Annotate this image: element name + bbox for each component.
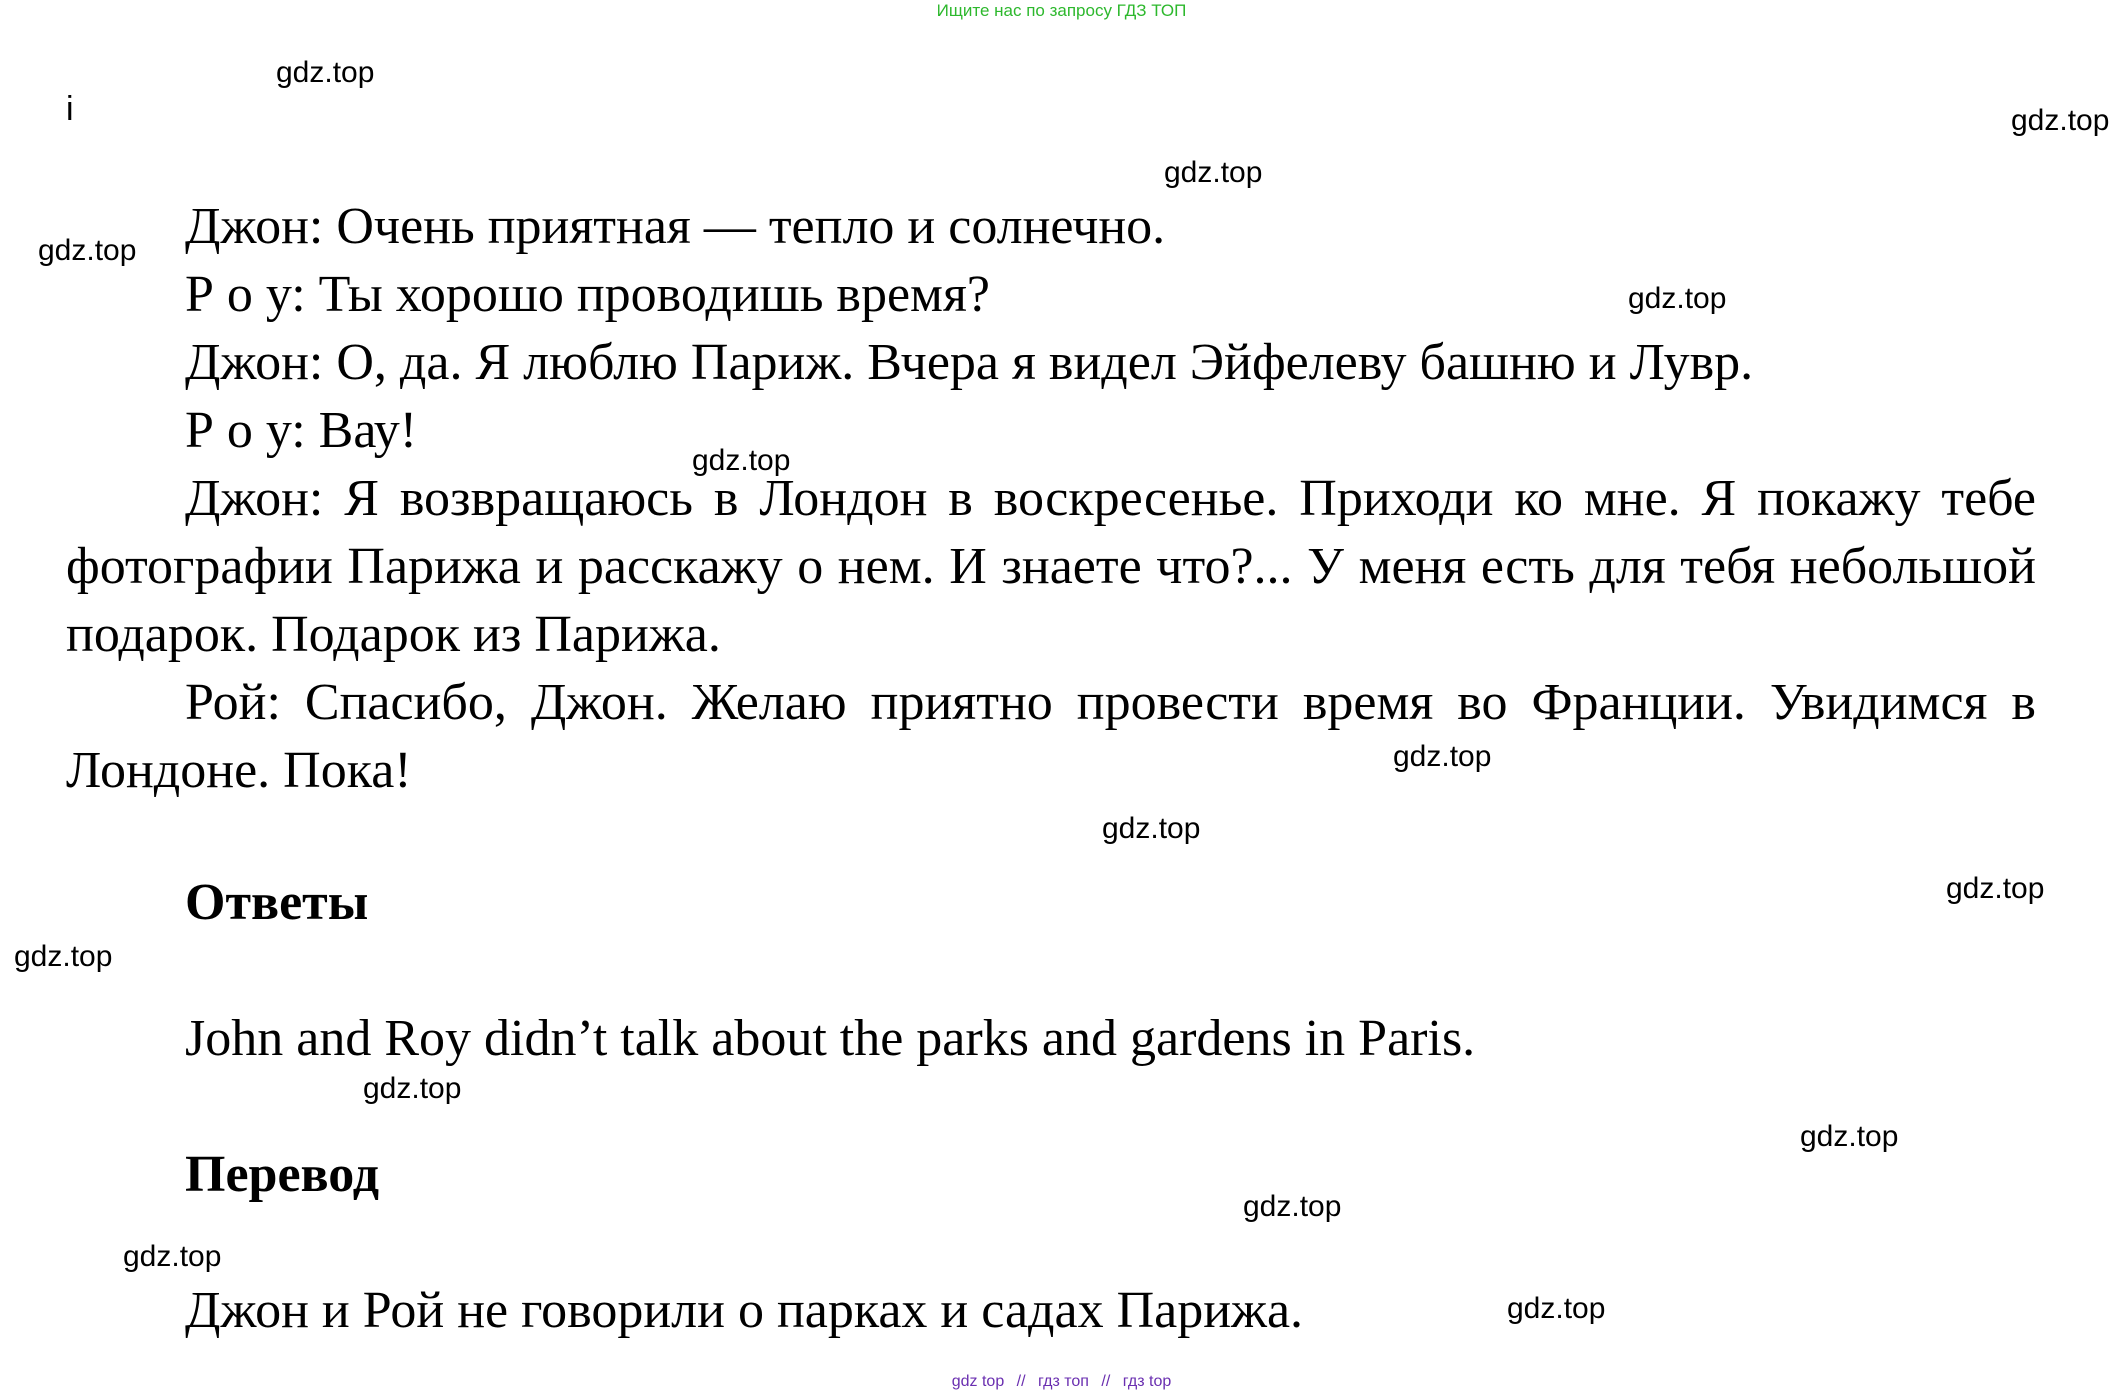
answers-heading: Ответы (185, 874, 369, 931)
answer-text: John and Roy didn’t talk about the parks and gardens in Paris. (185, 1010, 1476, 1067)
watermark: gdz.top (14, 940, 113, 973)
dialogue-paragraph: Рой: Спасибо, Джон. Желаю приятно провести время во Франции. Увидимся в Лондоне. Пока! (66, 674, 2036, 799)
dialogue-line: Р о у: Ты хорошо проводишь время? (185, 266, 990, 323)
translation-text: Джон и Рой не говорили о парках и садах Парижа. (185, 1282, 1304, 1339)
watermark: gdz.top (1628, 282, 1727, 315)
watermark: gdz.top (1393, 740, 1492, 773)
watermark: gdz.top (1800, 1120, 1899, 1153)
watermark: gdz.top (1507, 1292, 1606, 1325)
footer-link[interactable]: гдз top (1122, 1373, 1172, 1390)
watermark: gdz.top (1102, 812, 1201, 845)
watermark: gdz.top (38, 234, 137, 267)
watermark: gdz.top (276, 56, 375, 89)
watermark: gdz.top (2011, 104, 2110, 137)
watermark: gdz.top (363, 1072, 462, 1105)
dialogue-line: Джон: Очень приятная — тепло и солнечно. (185, 198, 1166, 255)
footer-separator: // (1016, 1373, 1026, 1390)
dialogue-line: Р о у: Вау! (185, 402, 418, 459)
footer-link[interactable]: гдз топ (1038, 1373, 1089, 1390)
watermark: gdz.top (1243, 1190, 1342, 1223)
translation-heading: Перевод (185, 1146, 380, 1203)
footer-link[interactable]: gdz top (951, 1373, 1005, 1390)
watermark: gdz.top (1164, 156, 1263, 189)
top-banner[interactable]: Ищите нас по запросу ГДЗ ТОП (936, 1, 1187, 20)
watermark: gdz.top (692, 444, 791, 477)
dialogue-line: Джон: О, да. Я люблю Париж. Вчера я видел Эйфелеву башню и Лувр. (185, 334, 1754, 391)
dialogue-paragraph: Джон: Я возвращаюсь в Лондон в воскресенье. Приходи ко мне. Я покажу тебе фотографии Парижа и расскажу о нем. И знаете что?... У меня есть для тебя небольшой подарок. Подарок из Парижа. (66, 470, 2036, 663)
watermark: gdz.top (123, 1240, 222, 1273)
footer-separator: // (1101, 1373, 1111, 1390)
corner-mark: i (66, 90, 74, 128)
footer-links (0, 1373, 2123, 1391)
watermark: gdz.top (1946, 872, 2045, 905)
